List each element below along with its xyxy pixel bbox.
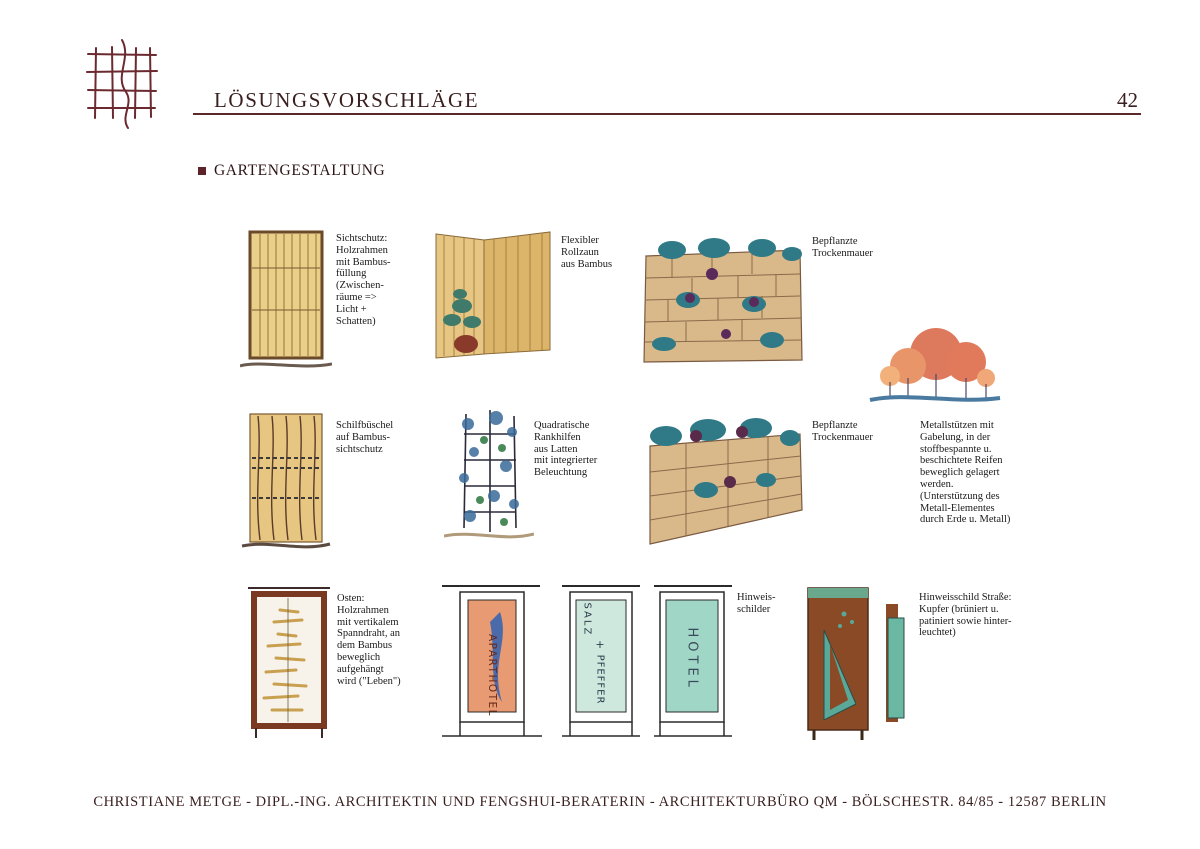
sign-aparthotel-text: APARTHOTEL: [486, 634, 498, 718]
caption-dry-wall-1: Bepflanzte Trockenmauer: [812, 236, 873, 259]
illustration-street-sign: [800, 584, 916, 742]
bullet-icon: [198, 167, 206, 175]
sign-pfeffer-text: PFEFFER: [594, 654, 606, 705]
page-number: 42: [1117, 88, 1138, 112]
caption-roll-fence: Flexibler Rollzaun aus Bambus: [561, 235, 613, 270]
sign-plus-text: +: [595, 638, 605, 651]
sign-hotel: [652, 582, 734, 740]
illustration-dry-wall-2: [646, 406, 804, 548]
caption-street-sign: Hinweisschild Straße: Kupfer (brüniert u. patiniert sowie hinter- leuchtet): [919, 592, 1012, 639]
header-rule: [193, 113, 1141, 115]
section-heading-text: GARTENGESTALTUNG: [214, 162, 386, 179]
section-heading: [198, 162, 385, 180]
illustration-bamboo-screen: [240, 228, 332, 376]
sign-hotel-text: HOTEL: [684, 627, 700, 691]
sign-salz-text: SALZ: [581, 602, 593, 637]
caption-trellis: Quadratische Rankhilfen aus Latten mit integrierter Beleuchtung: [534, 420, 598, 479]
illustration-reed-screen: [240, 412, 332, 554]
illustration-roll-fence: [432, 228, 554, 364]
caption-signs: Hinweis- schilder: [737, 592, 776, 615]
sign-salz-pfeffer: [560, 582, 642, 740]
illustration-trellis: [444, 404, 534, 544]
caption-reed-screen: Schilfbüschel auf Bambus- sichtschutz: [336, 420, 394, 455]
caption-metal-supports: Metallstützen mit Gabelung, in der stoffbespannte u. beschichtete Reifen beweglich gelagert werden. (Unterstützung des Metall-Elementes durch Erde u. Metall): [920, 420, 1011, 526]
illustration-metal-supports: [866, 322, 1002, 410]
footer-address: CHRISTIANE METGE - DIPL.-ING. ARCHITEKTIN UND FENGSHUI-BERATERIN - ARCHITEKTURBÜRO QM - BÖLSCHESTR. 84/85 - 12587 BERLIN: [93, 794, 1107, 810]
logo: [84, 38, 160, 130]
sign-aparthotel: [440, 582, 544, 740]
caption-bamboo-screen: Sichtschutz: Holzrahmen mit Bambus- füllung (Zwischen- räume => Licht + Schatten): [336, 233, 391, 327]
illustration-dry-wall-1: [642, 232, 806, 366]
caption-east-frame: Osten: Holzrahmen mit vertikalem Spanndraht, an dem Bambus beweglich aufgehängt wird ("Leben"): [337, 593, 401, 687]
caption-dry-wall-2: Bepflanzte Trockenmauer: [812, 420, 873, 443]
illustration-east-frame: [244, 584, 334, 740]
page-title: LÖSUNGSVORSCHLÄGE: [214, 88, 480, 112]
